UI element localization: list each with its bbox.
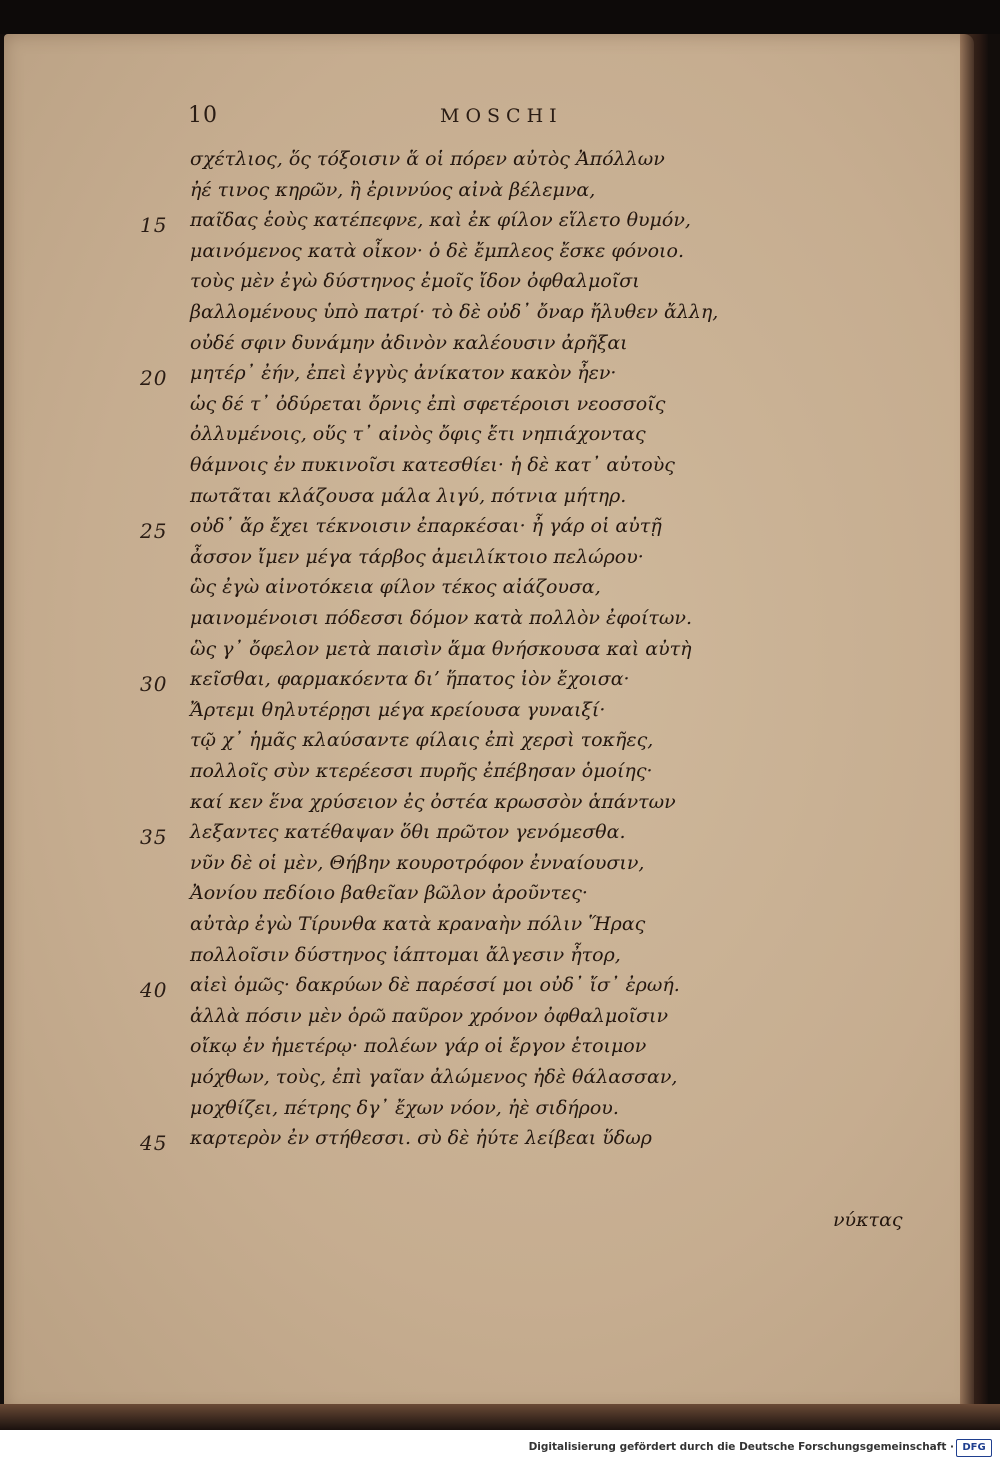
verse-line	[0, 148, 1000, 180]
verse-text: μαινόμενος κατὰ οἶκον· ὁ δὲ ἔμπλεος ἔσκε φόνοιο.	[190, 239, 684, 262]
verse-text: βαλλομένους ὑπὸ πατρί· τὸ δὲ οὐδ᾽ ὄναρ ἤλυθεν ἄλλη,	[190, 301, 719, 323]
verse-line	[0, 791, 1000, 823]
verse-text: αὐτὰρ ἐγὼ Τίρυνθα κατὰ κραναὴν πόλιν Ἥρας	[190, 913, 646, 935]
verse-line	[0, 1005, 1000, 1037]
verse-text: ὀλλυμένοις, οὕς τ᾽ αἰνὸς ὄφις ἔτι νηπιάχοντας	[190, 423, 646, 446]
verse-line	[0, 638, 1000, 670]
running-head	[0, 103, 1000, 133]
verse-line	[0, 974, 1000, 1006]
verse-text: οἴκῳ ἐν ἡμετέρῳ· πολέων γάρ οἱ ἔργον ἑτοιμον	[190, 1035, 647, 1058]
verse-text: παῖδας ἑοὺς κατέπεφνε, καὶ ἐκ φίλον εἵλετο θυμόν,	[190, 209, 691, 232]
line-number: 45	[140, 1131, 168, 1156]
verse-text: πωτᾶται κλάζουσα μάλα λιγύ, πότνια μήτηρ.	[190, 484, 627, 507]
verse-line	[0, 332, 1000, 364]
verse-line	[0, 729, 1000, 761]
verse-text: πολλοῖσιν δύστηνος ἰάπτομαι ἄλγεσιν ἦτορ,	[190, 943, 621, 966]
verse-line	[0, 423, 1000, 455]
verse-text: ἠέ τινος κηρῶν, ἢ ἐριννύος αἰνὰ βέλεμνα,	[190, 178, 596, 201]
verse-line	[0, 546, 1000, 578]
verse-line	[0, 454, 1000, 486]
verse-line	[0, 362, 1000, 394]
running-title: MOSCHI	[440, 105, 563, 127]
line-number: 30	[140, 672, 168, 697]
verse-text: μόχθων, τοὺς, ἐπὶ γαῖαν ἀλώμενος ἠδὲ θάλασσαν,	[190, 1066, 678, 1088]
page-bottom-edge	[0, 1404, 1000, 1430]
funding-notice: Digitalisierung gefördert durch die Deutsche Forschungsgemeinschaft ·	[528, 1441, 954, 1453]
verse-text: πολλοῖς σὺν κτερέεσσι πυρῆς ἐπέβησαν ὁμοίης·	[190, 760, 653, 782]
verse-text: σχέτλιος, ὅς τόξοισιν ἅ οἱ πόρεν αὐτὸς Ἀπόλλων	[190, 148, 665, 170]
footer-bar	[0, 1430, 1000, 1467]
verse-text: αἰεὶ ὁμῶς· δακρύων δὲ παρέσσί μοι οὐδ᾽ ἴσ᾽ ἐρωή.	[190, 974, 680, 997]
verse-line	[0, 393, 1000, 425]
verse-line	[0, 240, 1000, 272]
line-number: 35	[140, 825, 168, 850]
verse-text: καρτερὸν ἐν στήθεσσι. σὺ δὲ ἠύτε λείβεαι ὕδωρ	[190, 1127, 652, 1150]
page-number: 10	[188, 103, 218, 128]
verse-line	[0, 699, 1000, 731]
verse-text: Ἀονίου πεδίοιο βαθεῖαν βῶλον ἀροῦντες·	[190, 882, 588, 905]
verse-line	[0, 607, 1000, 639]
verse-text: Ἄρτεμι θηλυτέρῃσι μέγα κρείουσα γυναιξί·	[190, 698, 606, 721]
verse-line	[0, 1066, 1000, 1098]
verse-text: ἆσσον ἴμεν μέγα τάρβος ἀμειλίκτοιο πελώρου·	[190, 545, 644, 568]
catchword: νύκτας	[833, 1209, 903, 1231]
scan-top-edge	[0, 0, 1000, 34]
verse-line	[0, 270, 1000, 302]
verse-text: μοχθίζει, πέτρης δγ᾽ ἔχων νόον, ἠὲ σιδήρου.	[190, 1096, 619, 1119]
verse-line	[0, 944, 1000, 976]
verse-text: θάμνοις ἐν πυκινοῖσι κατεσθίει· ἡ δὲ κατ᾽ αὐτοὺς	[190, 454, 675, 476]
verse-line	[0, 485, 1000, 517]
verse-text: οὐδέ σφιν δυνάμην ἀδινὸν καλέουσιν ἀρῆξαι	[190, 331, 628, 354]
line-number: 20	[140, 366, 168, 391]
line-number: 40	[140, 978, 168, 1003]
verse-line	[0, 668, 1000, 700]
verse-text: ἀλλὰ πόσιν μὲν ὁρῶ παῦρον χρόνον ὀφθαλμοῖσιν	[190, 1004, 669, 1027]
verse-text: τοὺς μὲν ἐγὼ δύστηνος ἐμοῖς ἴδον ὀφθαλμοῖσι	[190, 270, 640, 293]
dfg-logo: DFG	[956, 1439, 992, 1457]
verse-text: ὣς ἐγὼ αἰνοτόκεια φίλον τέκος αἰάζουσα,	[190, 576, 601, 599]
line-number: 25	[140, 519, 168, 544]
verse-text: νῦν δὲ οἱ μὲν, Θήβην κουροτρόφον ἐνναίουσιν,	[190, 851, 645, 874]
verse-line	[0, 576, 1000, 608]
verse-line	[0, 760, 1000, 792]
verse-text: καί κεν ἕνα χρύσειον ἐς ὀστέα κρωσσὸν ἁπάντων	[190, 790, 676, 813]
verse-line	[0, 882, 1000, 914]
verse-text: ὡς δέ τ᾽ ὀδύρεται ὄρνις ἐπὶ σφετέροισι νεοσσοῖς	[190, 392, 666, 415]
verse-text: μαινομένοισι πόδεσσι δόμον κατὰ πολλὸν ἐφοίτων.	[190, 607, 692, 629]
verse-line	[0, 209, 1000, 241]
verse-text: ὣς γ᾽ ὄφελον μετὰ παισὶν ἅμα θνήσκουσα καὶ αὐτὴ	[190, 637, 692, 660]
verse-text: λεξαντες κατέθαψαν ὅθι πρῶτον γενόμεσθα.	[190, 821, 626, 844]
line-number: 15	[140, 213, 168, 238]
verse-text: μητέρ᾽ ἐήν, ἐπεὶ ἐγγὺς ἀνίκατον κακὸν ἦεν·	[190, 362, 617, 385]
verse-text: οὐδ᾽ ἄρ ἔχει τέκνοισιν ἐπαρκέσαι· ἦ γάρ οἱ αὐτῇ	[190, 515, 662, 538]
verse-line	[0, 852, 1000, 884]
verse-text: κεῖσθαι, φαρμακόεντα διʼ ἥπατος ἰὸν ἔχοισα·	[190, 668, 630, 691]
verse-line	[0, 301, 1000, 333]
verse-line	[0, 1035, 1000, 1067]
verse-line	[0, 515, 1000, 547]
verse-line	[0, 179, 1000, 211]
verse-line	[0, 1097, 1000, 1129]
verse-line	[0, 821, 1000, 853]
verse-line	[0, 913, 1000, 945]
verse-text: τῷ χ᾽ ἡμᾶς κλαύσαντε φίλαις ἐπὶ χερσὶ τοκῆες,	[190, 729, 654, 752]
verse-line	[0, 1127, 1000, 1159]
